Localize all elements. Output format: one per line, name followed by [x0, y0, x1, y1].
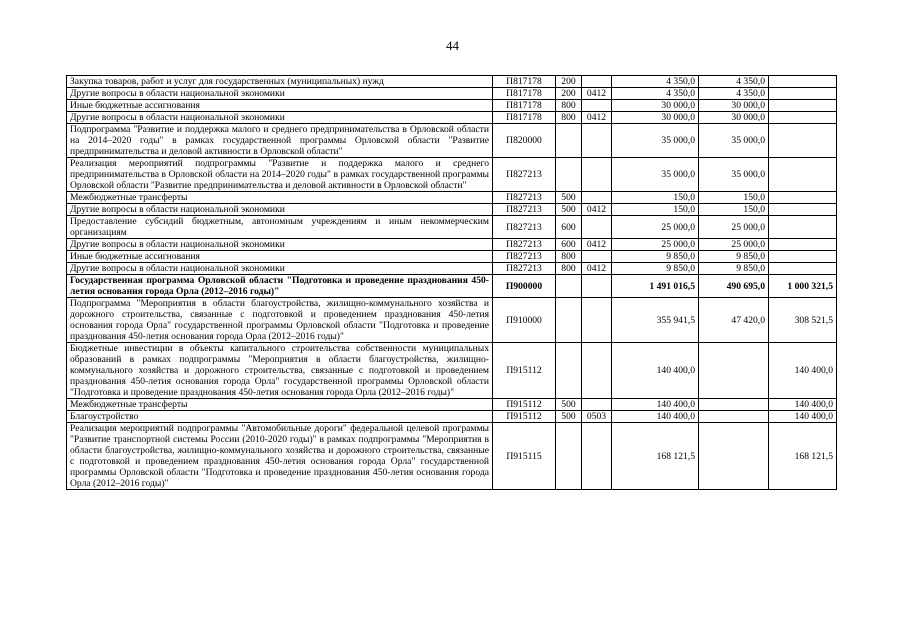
target-article-code: П827213 — [493, 263, 556, 275]
section-code — [582, 100, 612, 112]
target-article-code: П817178 — [493, 88, 556, 100]
expense-type-code — [556, 423, 582, 490]
table-row — [67, 100, 837, 112]
section-code — [582, 343, 612, 399]
table-row — [67, 192, 837, 204]
table-row — [67, 411, 837, 423]
target-article-code: П827213 — [493, 216, 556, 239]
expense-type-code: 500 — [556, 192, 582, 204]
expense-type-code: 500 — [556, 411, 582, 423]
amount-regional — [699, 343, 769, 399]
amount-total: 140 400,0 — [612, 411, 699, 423]
expense-type-code: 600 — [556, 239, 582, 251]
amount-regional: 4 350,0 — [699, 88, 769, 100]
section-code — [582, 399, 612, 411]
amount-total: 9 850,0 — [612, 251, 699, 263]
target-article-code: П827213 — [493, 204, 556, 216]
amount-regional: 35 000,0 — [699, 124, 769, 158]
section-code — [582, 216, 612, 239]
amount-regional: 150,0 — [699, 204, 769, 216]
target-article-code: П915112 — [493, 399, 556, 411]
amount-total: 4 350,0 — [612, 88, 699, 100]
budget-table — [66, 75, 837, 490]
table-row — [67, 216, 837, 239]
amount-regional: 490 695,0 — [699, 275, 769, 298]
table-row — [67, 275, 837, 298]
target-article-code: П820000 — [493, 124, 556, 158]
item-name: Подпрограмма "Мероприятия в области благоустройства, жилищно-коммунального хозяйства и дорожного строительства, связанные с подготовкой и проведением празднования 450-летия основания города Орла" государственной программы Орловской области "Подготовка и проведение празднования 450-летия основания города Орла (2012–2016 годы)" — [67, 298, 493, 343]
expense-type-code: 200 — [556, 88, 582, 100]
expense-type-code — [556, 343, 582, 399]
item-name: Закупка товаров, работ и услуг для государственных (муниципальных) нужд — [67, 76, 493, 88]
amount-federal — [769, 88, 837, 100]
amount-total: 35 000,0 — [612, 158, 699, 192]
item-name: Межбюджетные трансферты — [67, 399, 493, 411]
item-name: Иные бюджетные ассигнования — [67, 251, 493, 263]
target-article-code: П827213 — [493, 239, 556, 251]
amount-regional — [699, 411, 769, 423]
amount-total: 4 350,0 — [612, 76, 699, 88]
amount-federal — [769, 204, 837, 216]
item-name: Межбюджетные трансферты — [67, 192, 493, 204]
section-code — [582, 298, 612, 343]
expense-type-code — [556, 298, 582, 343]
expense-type-code — [556, 124, 582, 158]
section-code: 0412 — [582, 204, 612, 216]
amount-federal — [769, 192, 837, 204]
table-row — [67, 76, 837, 88]
expense-type-code: 600 — [556, 216, 582, 239]
amount-federal — [769, 100, 837, 112]
amount-federal: 1 000 321,5 — [769, 275, 837, 298]
item-name: Иные бюджетные ассигнования — [67, 100, 493, 112]
expense-type-code: 200 — [556, 76, 582, 88]
table-row — [67, 204, 837, 216]
target-article-code: П910000 — [493, 298, 556, 343]
amount-federal: 308 521,5 — [769, 298, 837, 343]
target-article-code: П827213 — [493, 158, 556, 192]
item-name: Бюджетные инвестиции в объекты капитального строительства собственности муниципальных образований в рамках подпрограммы "Мероприятия в области благоустройства, жилищно-коммунального хозяйства и дорожного строительства, связанные с подготовкой и проведением празднования 450-летия основания города Орла" государственной программы Орловской области "Подготовка и проведение празднования 450-летия основания города Орла (2012–2016 годы)" — [67, 343, 493, 399]
item-name: Государственная программа Орловской области "Подготовка и проведение празднования 450-летия основания города Орла (2012–2016 годы)" — [67, 275, 493, 298]
amount-regional: 4 350,0 — [699, 76, 769, 88]
table-row — [67, 298, 837, 343]
item-name: Благоустройство — [67, 411, 493, 423]
target-article-code: П817178 — [493, 100, 556, 112]
amount-federal: 140 400,0 — [769, 411, 837, 423]
amount-regional: 30 000,0 — [699, 100, 769, 112]
table-row — [67, 239, 837, 251]
amount-regional: 30 000,0 — [699, 112, 769, 124]
amount-federal — [769, 251, 837, 263]
amount-regional: 9 850,0 — [699, 251, 769, 263]
item-name: Другие вопросы в области национальной экономики — [67, 204, 493, 216]
target-article-code: П827213 — [493, 192, 556, 204]
amount-regional: 35 000,0 — [699, 158, 769, 192]
amount-total: 30 000,0 — [612, 100, 699, 112]
target-article-code: П827213 — [493, 251, 556, 263]
amount-total: 140 400,0 — [612, 399, 699, 411]
amount-federal — [769, 263, 837, 275]
section-code — [582, 124, 612, 158]
section-code — [582, 251, 612, 263]
target-article-code: П915115 — [493, 423, 556, 490]
expense-type-code: 800 — [556, 251, 582, 263]
table-row — [67, 399, 837, 411]
table-row — [67, 263, 837, 275]
table-row — [67, 343, 837, 399]
item-name: Реализация мероприятий подпрограммы "Развитие и поддержка малого и среднего предпринимательства в Орловской области на 2014–2020 годы" в рамках государственной программы Орловской области "Развитие предпринимательства и деловой активности в Орловской области" — [67, 158, 493, 192]
expense-type-code: 500 — [556, 204, 582, 216]
page-number: 44 — [446, 38, 459, 53]
target-article-code: П915112 — [493, 411, 556, 423]
target-article-code: П915112 — [493, 343, 556, 399]
amount-federal — [769, 216, 837, 239]
table-row — [67, 88, 837, 100]
amount-regional — [699, 423, 769, 490]
amount-federal: 140 400,0 — [769, 399, 837, 411]
section-code — [582, 192, 612, 204]
item-name: Реализация мероприятий подпрограммы "Автомобильные дороги" федеральной целевой программы "Развитие транспортной системы России (2010-2020 годы)" в рамках подпрограммы "Мероприятия в области благоустройства, жилищно-коммунального хозяйства и дорожного строительства, связанные с подготовкой и проведением празднования 450-летия основания города Орла" государственной программы Орловской области "Подготовка и проведение празднования 450-летия основания города Орла (2012–2016 годы)" — [67, 423, 493, 490]
section-code: 0412 — [582, 263, 612, 275]
item-name: Другие вопросы в области национальной экономики — [67, 112, 493, 124]
table-row — [67, 124, 837, 158]
amount-federal — [769, 124, 837, 158]
table-row — [67, 112, 837, 124]
amount-total: 1 491 016,5 — [612, 275, 699, 298]
expense-type-code — [556, 275, 582, 298]
expense-type-code: 800 — [556, 112, 582, 124]
amount-total: 35 000,0 — [612, 124, 699, 158]
section-code — [582, 275, 612, 298]
item-name: Подпрограмма "Развитие и поддержка малого и среднего предпринимательства в Орловской области на 2014–2020 годы" в рамках государственной программы Орловской области "Развитие предпринимательства и деловой активности в Орловской области" — [67, 124, 493, 158]
amount-total: 25 000,0 — [612, 239, 699, 251]
table-row — [67, 251, 837, 263]
amount-regional — [699, 399, 769, 411]
section-code — [582, 423, 612, 490]
amount-total: 168 121,5 — [612, 423, 699, 490]
target-article-code: П817178 — [493, 112, 556, 124]
target-article-code: П817178 — [493, 76, 556, 88]
section-code — [582, 158, 612, 192]
amount-total: 150,0 — [612, 204, 699, 216]
amount-federal — [769, 112, 837, 124]
target-article-code: П900000 — [493, 275, 556, 298]
amount-federal: 140 400,0 — [769, 343, 837, 399]
expense-type-code — [556, 158, 582, 192]
section-code: 0412 — [582, 88, 612, 100]
expense-type-code: 800 — [556, 263, 582, 275]
section-code: 0412 — [582, 239, 612, 251]
item-name: Другие вопросы в области национальной экономики — [67, 239, 493, 251]
item-name: Другие вопросы в области национальной экономики — [67, 263, 493, 275]
amount-total: 150,0 — [612, 192, 699, 204]
expense-type-code: 500 — [556, 399, 582, 411]
amount-total: 355 941,5 — [612, 298, 699, 343]
amount-federal — [769, 239, 837, 251]
section-code: 0412 — [582, 112, 612, 124]
amount-federal — [769, 76, 837, 88]
amount-regional: 9 850,0 — [699, 263, 769, 275]
amount-federal: 168 121,5 — [769, 423, 837, 490]
amount-total: 140 400,0 — [612, 343, 699, 399]
table-row — [67, 158, 837, 192]
amount-total: 25 000,0 — [612, 216, 699, 239]
amount-total: 30 000,0 — [612, 112, 699, 124]
table-row — [67, 423, 837, 490]
amount-total: 9 850,0 — [612, 263, 699, 275]
item-name: Другие вопросы в области национальной экономики — [67, 88, 493, 100]
item-name: Предоставление субсидий бюджетным, автономным учреждениям и иным некоммерческим организациям — [67, 216, 493, 239]
section-code: 0503 — [582, 411, 612, 423]
expense-type-code: 800 — [556, 100, 582, 112]
section-code — [582, 76, 612, 88]
amount-regional: 47 420,0 — [699, 298, 769, 343]
amount-federal — [769, 158, 837, 192]
amount-regional: 25 000,0 — [699, 216, 769, 239]
amount-regional: 25 000,0 — [699, 239, 769, 251]
amount-regional: 150,0 — [699, 192, 769, 204]
